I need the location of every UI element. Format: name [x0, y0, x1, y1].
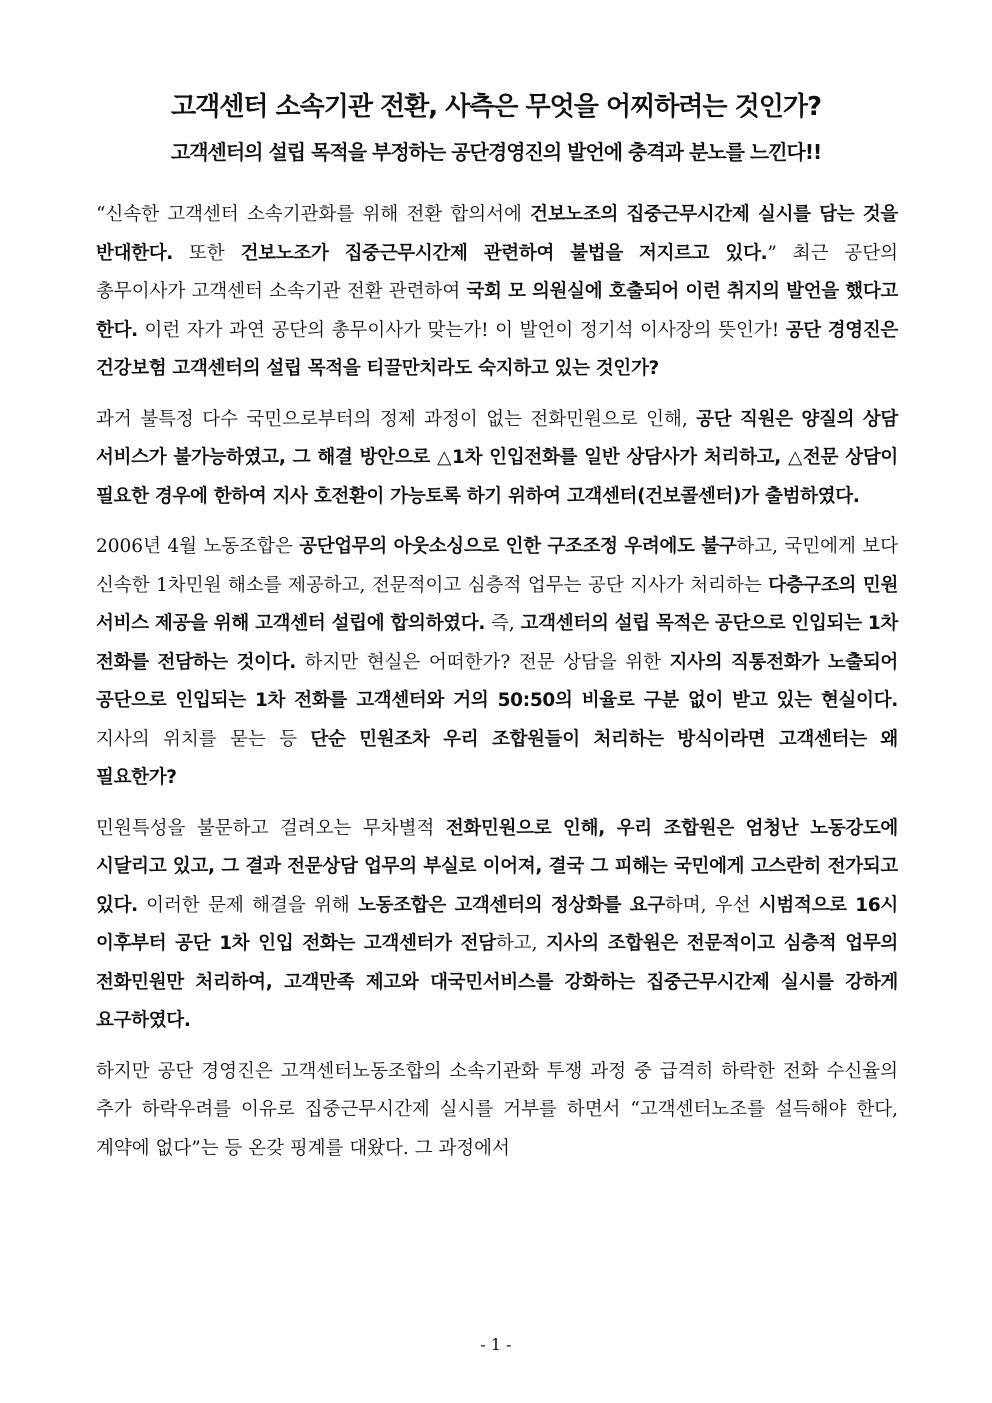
text-run: 하지만 공단 경영진은 고객센터노동조합의 소속기관화 투쟁 과정 중 급격히 하락한 전화 수신율의 추가 하락우려를 이유로 집중근무시간제 실시를 거부를 하면서 “고객센터노조를 설득해야 한다, 계약에 없다”는 등 온갖 핑계를 대왔다. 그 과정에서	[96, 1060, 898, 1159]
paragraph-3	[96, 528, 898, 798]
bold-text-run: 노동조합은 고객센터의 정상화를 요구	[358, 894, 665, 916]
bold-text-run: 단순 민원조차 우리 조합원들이 처리하는 방식이라면 고객센터는 왜 필요한가?	[96, 728, 898, 788]
text-run: 즉,	[485, 613, 521, 634]
text-run: 이러한 문제 해결을 위해	[137, 894, 359, 916]
bold-text-run: 시범적으로 16시 이후부터 공단 1차 인입 전화는 고객센터가 전담	[96, 894, 898, 954]
text-run: ” 최근 공단의 총무이사가 고객센터 소속기관 전환 관련하여	[96, 242, 898, 302]
bold-text-run: 고객센터의 설립 목적은 공단으로 인입되는 1차 전화를 전담하는 것이다.	[96, 613, 898, 673]
text-run: 또한	[173, 242, 241, 264]
page-number: - 1 -	[480, 1335, 512, 1354]
text-run: 과거 불특정 다수 국민으로부터의 정제 과정이 없는 전화민원으로 인해,	[96, 408, 697, 430]
paragraph-1	[96, 196, 898, 389]
text-run: 하지만 현실은 어떠한가? 전문 상담을 위한	[296, 651, 670, 673]
page-subtitle: 고객센터의 설립 목적을 부정하는 공단경영진의 발언에 충격과 분노를 느낀다!!	[170, 140, 822, 164]
paragraph-2	[96, 401, 898, 517]
bold-text-run: 공단업무의 아웃소싱으로 인한 구조조정 우려에도 불구	[299, 536, 737, 557]
text-run: 민원특성을 불문하고 걸려오는 무차별적	[96, 817, 446, 839]
document-body	[96, 196, 898, 1180]
page-title: 고객센터 소속기관 전환, 사측은 무엇을 어찌하려는 것인가?	[170, 92, 822, 122]
bold-text-run: 지사의 직통전화가 노출되어 공단으로 인입되는 1차 전화를 고객센터와 거의 50:50의 비율로 구분 없이 받고 있는 현실이다.	[96, 651, 898, 711]
bold-text-run: 국회 모 의원실에 호출되어 이런 취지의 발언을 했다고 한다.	[96, 281, 898, 341]
paragraph-5	[96, 1053, 898, 1169]
bold-text-run: 전화민원으로 인해, 우리 조합원은 엄청난 노동강도에 시달리고 있고, 그 결과 전문상담 업무의 부실로 이어져, 결국 그 피해는 국민에게 고스란히 전가되고 있다.	[96, 817, 898, 916]
text-run: 2006년 4월 노동조합은	[96, 536, 300, 557]
bold-text-run: 공단 경영진은 건강보험 고객센터의 설립 목적을 티끌만치라도 숙지하고 있는 것인가?	[96, 319, 898, 379]
text-run: 이런 자가 과연 공단의 총무이사가 맞는가! 이 발언이 정기석 이사장의 뜻인가!	[137, 319, 786, 341]
text-run: “신속한 고객센터 소속기관화를 위해 전환 합의서에	[96, 204, 531, 225]
text-run: 하고, 국민에게 보다 신속한 1차민원 해소를 제공하고, 전문적이고 심층적 업무는 공단 지사가 처리하는	[96, 536, 898, 596]
text-run: 하고,	[495, 933, 547, 954]
bold-text-run: 건보노조의 집중근무시간제 실시를 담는 것을 반대한다.	[96, 204, 898, 264]
text-run: 지사의 위치를 묻는 등	[96, 728, 311, 750]
paragraph-4	[96, 810, 898, 1041]
bold-text-run: 지사의 조합원은 전문적이고 심층적 업무의 전화민원만 처리하여, 고객만족 제고와 대국민서비스를 강화하는 집중근무시간제 실시를 강하게 요구하였다.	[96, 933, 898, 1031]
text-run: 하며, 우선	[664, 894, 759, 916]
bold-text-run: 공단 직원은 양질의 상담 서비스가 불가능하였고, 그 해결 방안으로 △1차 인입전화를 일반 상담사가 처리하고, △전문 상담이 필요한 경우에 한하여 지사 호전환이 가능토록 하기 위하여 고객센터(건보콜센터)가 출범하였다.	[96, 408, 898, 507]
bold-text-run: 건보노조가 집중근무시간제 관련하여 불법을 저지르고 있다.	[240, 242, 768, 264]
bold-text-run: 다층구조의 민원 서비스 제공을 위해 고객센터 설립에 합의하였다.	[96, 574, 899, 634]
